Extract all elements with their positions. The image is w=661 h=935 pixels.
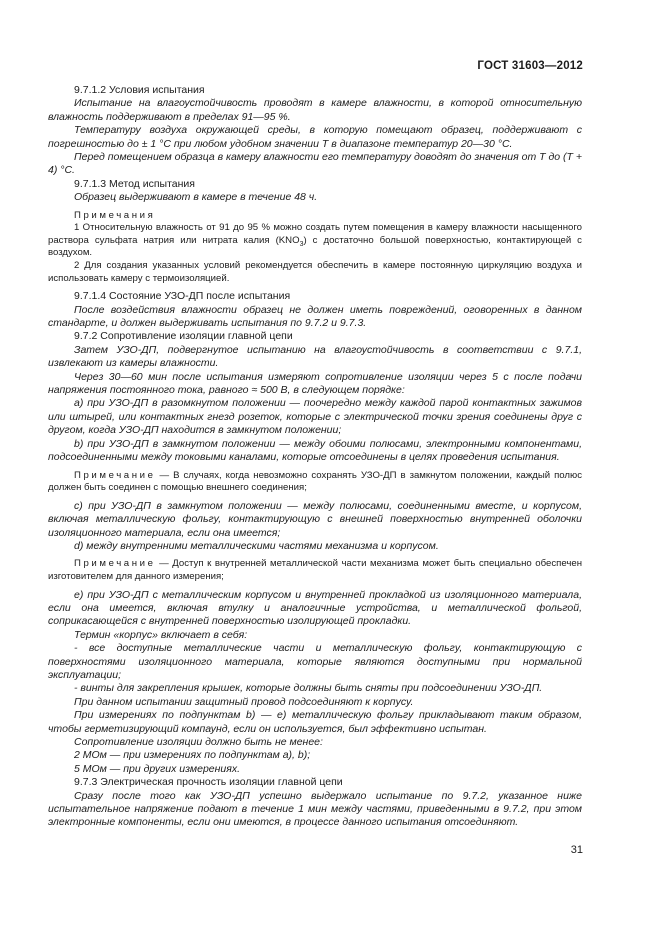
section-9714-title: 9.7.1.4 Состояние УЗО-ДП после испытания xyxy=(74,290,291,303)
paragraph: Термин «корпус» включает в себя: xyxy=(74,628,248,641)
paragraph: Затем УЗО-ДП, подвергнутое испытанию на влагоустойчивость в соответствии с 9.7.1, извлекают из камеры влажности. xyxy=(48,343,582,370)
document-code-header: ГОСТ 31603—2012 xyxy=(477,60,583,72)
resistance-item: 5 МОм — при других измерениях. xyxy=(74,762,241,775)
list-item-b: b) при УЗО-ДП в замкнутом положении — между обоими полюсами, электронными компонентами, подсоединенными между токовыми каналами, которые отсоединены в целях проведения испытания. xyxy=(48,437,582,464)
paragraph: Температуру воздуха окружающей среды, в которую помещают образец, поддерживают с погрешностью до ± 1 °C при любом удобном значении T в диапазоне температур 20—30 °C. xyxy=(48,124,582,150)
notes-title: Примечания xyxy=(74,209,156,221)
list-item-e: e) при УЗО-ДП с металлическим корпусом и внутренней прокладкой из изоляционного материала, если она имеется, включая втулку и аналогичные устройства, и металлической фольгой, соприкасающейся с внутренней поверхностью изолирующей прокладки. xyxy=(48,588,582,628)
section-9712-title: 9.7.1.2 Условия испытания xyxy=(74,84,205,96)
paragraph: Сопротивление изоляции должно быть не менее: xyxy=(74,735,323,748)
note-2: 2 Для создания указанных условий рекомендуется обеспечить в камере постоянную циркуляцию воздуха и использовать камеру с термоизоляцией. xyxy=(48,260,582,284)
section-9713-title: 9.7.1.3 Метод испытания xyxy=(74,177,195,190)
paragraph: Сразу после того как УЗО-ДП успешно выдержало испытание по 9.7.2, указанное ниже испытательное напряжение подают в течение 1 мин между частями, приведенными в 9.7.2, при этом электронные компоненты, если они имеются, в процессе данного испытания отсоединяют. xyxy=(48,789,582,829)
term-item: - все доступные металлические части и металлическую фольгу, контактирующую с поверхностями изоляционного материала, которые являются доступными при нормальной эксплуатации; xyxy=(48,642,582,681)
list-item-a: а) при УЗО-ДП в разомкнутом положении — поочередно между каждой парой контактных зажимов или штырей, или контактных гнезд розеток, которые с электрической точки зрения соединены друг с другом, когда УЗО-ДП находится в замкнутом положении; xyxy=(48,397,582,437)
paragraph: При измерениях по подпунктам b) — e) металлическую фольгу прикладывают таким образом, чтобы герметизирующий компаунд, если он используется, был эффективно испытан. xyxy=(48,709,582,735)
paragraph: Перед помещением образца в камеру влажности его температуру доводят до значения от T до (T + 4) °C. xyxy=(48,151,582,177)
note-1: 1 Относительную влажность от 91 до 95 % можно создать путем помещения в камеру влажности насыщенного раствора сульфата натрия или нитрата калия $(KNO_3)$ с достаточно большой поверхностью, контактирующей с воздухом. xyxy=(48,222,582,259)
term-item: - винты для закрепления крышек, которые должны быть сняты при подсоединении УЗО-ДП. xyxy=(74,682,543,695)
section-972-title: 9.7.2 Сопротивление изоляции главной цепи xyxy=(74,330,293,343)
resistance-item: 2 МОм — при измерениях по подпунктам а), b); xyxy=(74,749,311,762)
section-973-title: 9.7.3 Электрическая прочность изоляции главной цепи xyxy=(74,776,343,789)
paragraph: Образец выдерживают в камере в течение 48 ч. xyxy=(74,191,318,204)
list-item-d: d) между внутренними металлическими частями механизма и корпусом. xyxy=(74,539,439,552)
note-poles: Примечание — В случаях, когда невозможно сохранять УЗО-ДП в замкнутом положении, каждый полюс должен быть соединен с помощью внешнего соединения; xyxy=(48,469,582,494)
paragraph: Через 30—60 мин после испытания измеряют сопротивление изоляции через 5 с после подачи напряжения постоянного тока, равного ≈ 500 В, в следующем порядке: xyxy=(48,370,582,397)
page-number: 31 xyxy=(570,844,583,856)
paragraph: После воздействия влажности образец не должен иметь повреждений, оговоренных в данном стандарте, и должен выдерживать испытания по 9.7.2 и 9.7.3. xyxy=(48,303,582,330)
list-item-c: c) при УЗО-ДП в замкнутом положении — между полюсами, соединенными вместе, и корпусом, включая металлическую фольгу, контактирующую с внешней поверхностью внутренней оболочки изоляционного материала, если она имеется; xyxy=(48,499,582,539)
paragraph: Испытание на влагоустойчивость проводят в камере влажности, в которой относительную влажность поддерживают в пределах 91—95 %. xyxy=(48,97,582,123)
paragraph: При данном испытании защитный провод подсоединяют к корпусу. xyxy=(74,695,414,708)
page-body xyxy=(48,84,582,830)
note-mechanism: Примечание — Доступ к внутренней металлической части механизма может быть специально обеспечен изготовителем для данного измерения; xyxy=(48,558,582,582)
